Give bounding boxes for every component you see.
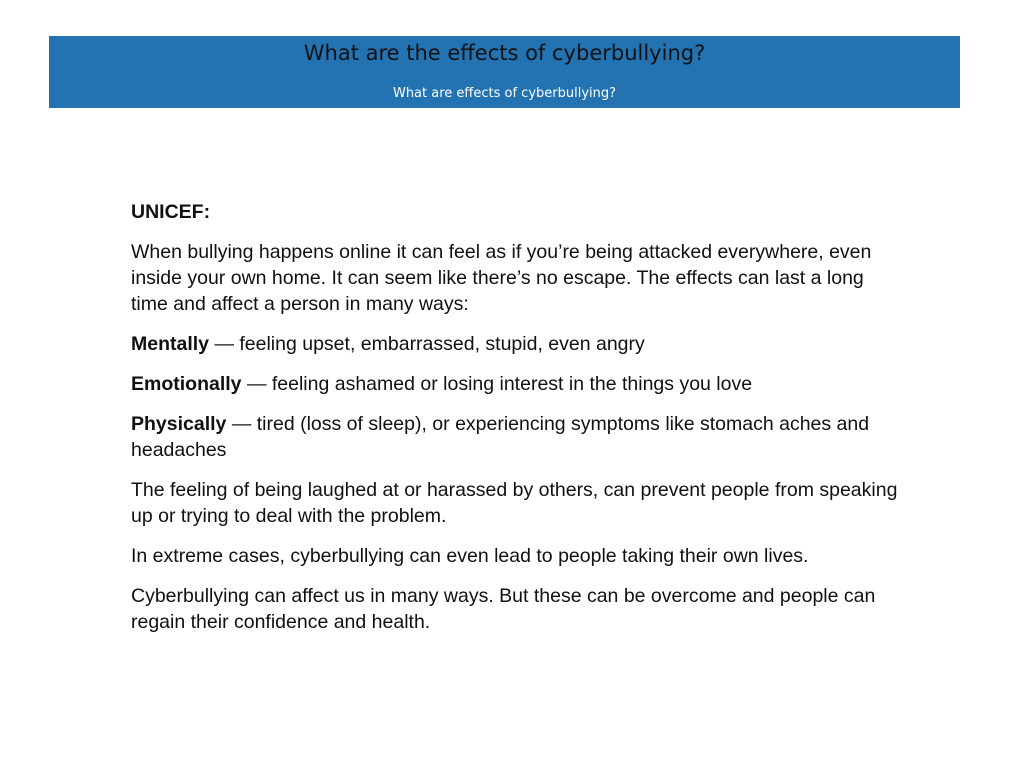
effect-description: — feeling ashamed or losing interest in the things you love: [241, 373, 753, 395]
effect-description: — feeling upset, embarrassed, stupid, even angry: [209, 333, 645, 355]
source-label: UNICEF:: [131, 201, 211, 223]
header-bar: [49, 36, 960, 108]
page-title: What are the effects of cyberbullying?: [303, 41, 706, 65]
effect-term: Emotionally: [131, 373, 242, 395]
laughed-paragraph: The feeling of being laughed at or harassed by others, can prevent people from speaking up or trying to deal with the problem.: [131, 479, 898, 527]
effect-term: Physically: [131, 413, 227, 435]
page-subtitle: What are effects of cyberbullying?: [392, 86, 617, 101]
overcome-paragraph: Cyberbullying can affect us in many ways. But these can be overcome and people can regain their confidence and health.: [131, 585, 876, 633]
effect-item-physically: [131, 411, 901, 463]
intro-paragraph: When bullying happens online it can feel as if you’re being attacked everywhere, even inside your own home. It can seem like there’s no escape. The effects can last a long time and affect a person in many ways:: [131, 241, 872, 315]
body-content: [131, 199, 901, 649]
source-paragraph: [131, 199, 901, 225]
effect-item-mentally: [131, 331, 901, 357]
effect-term: Mentally: [131, 333, 210, 355]
effect-item-emotionally: [131, 371, 901, 397]
effect-description: — tired (loss of sleep), or experiencing symptoms like stomach aches and headaches: [131, 413, 870, 461]
extreme-cases-paragraph: In extreme cases, cyberbullying can even lead to people taking their own lives.: [131, 545, 809, 567]
